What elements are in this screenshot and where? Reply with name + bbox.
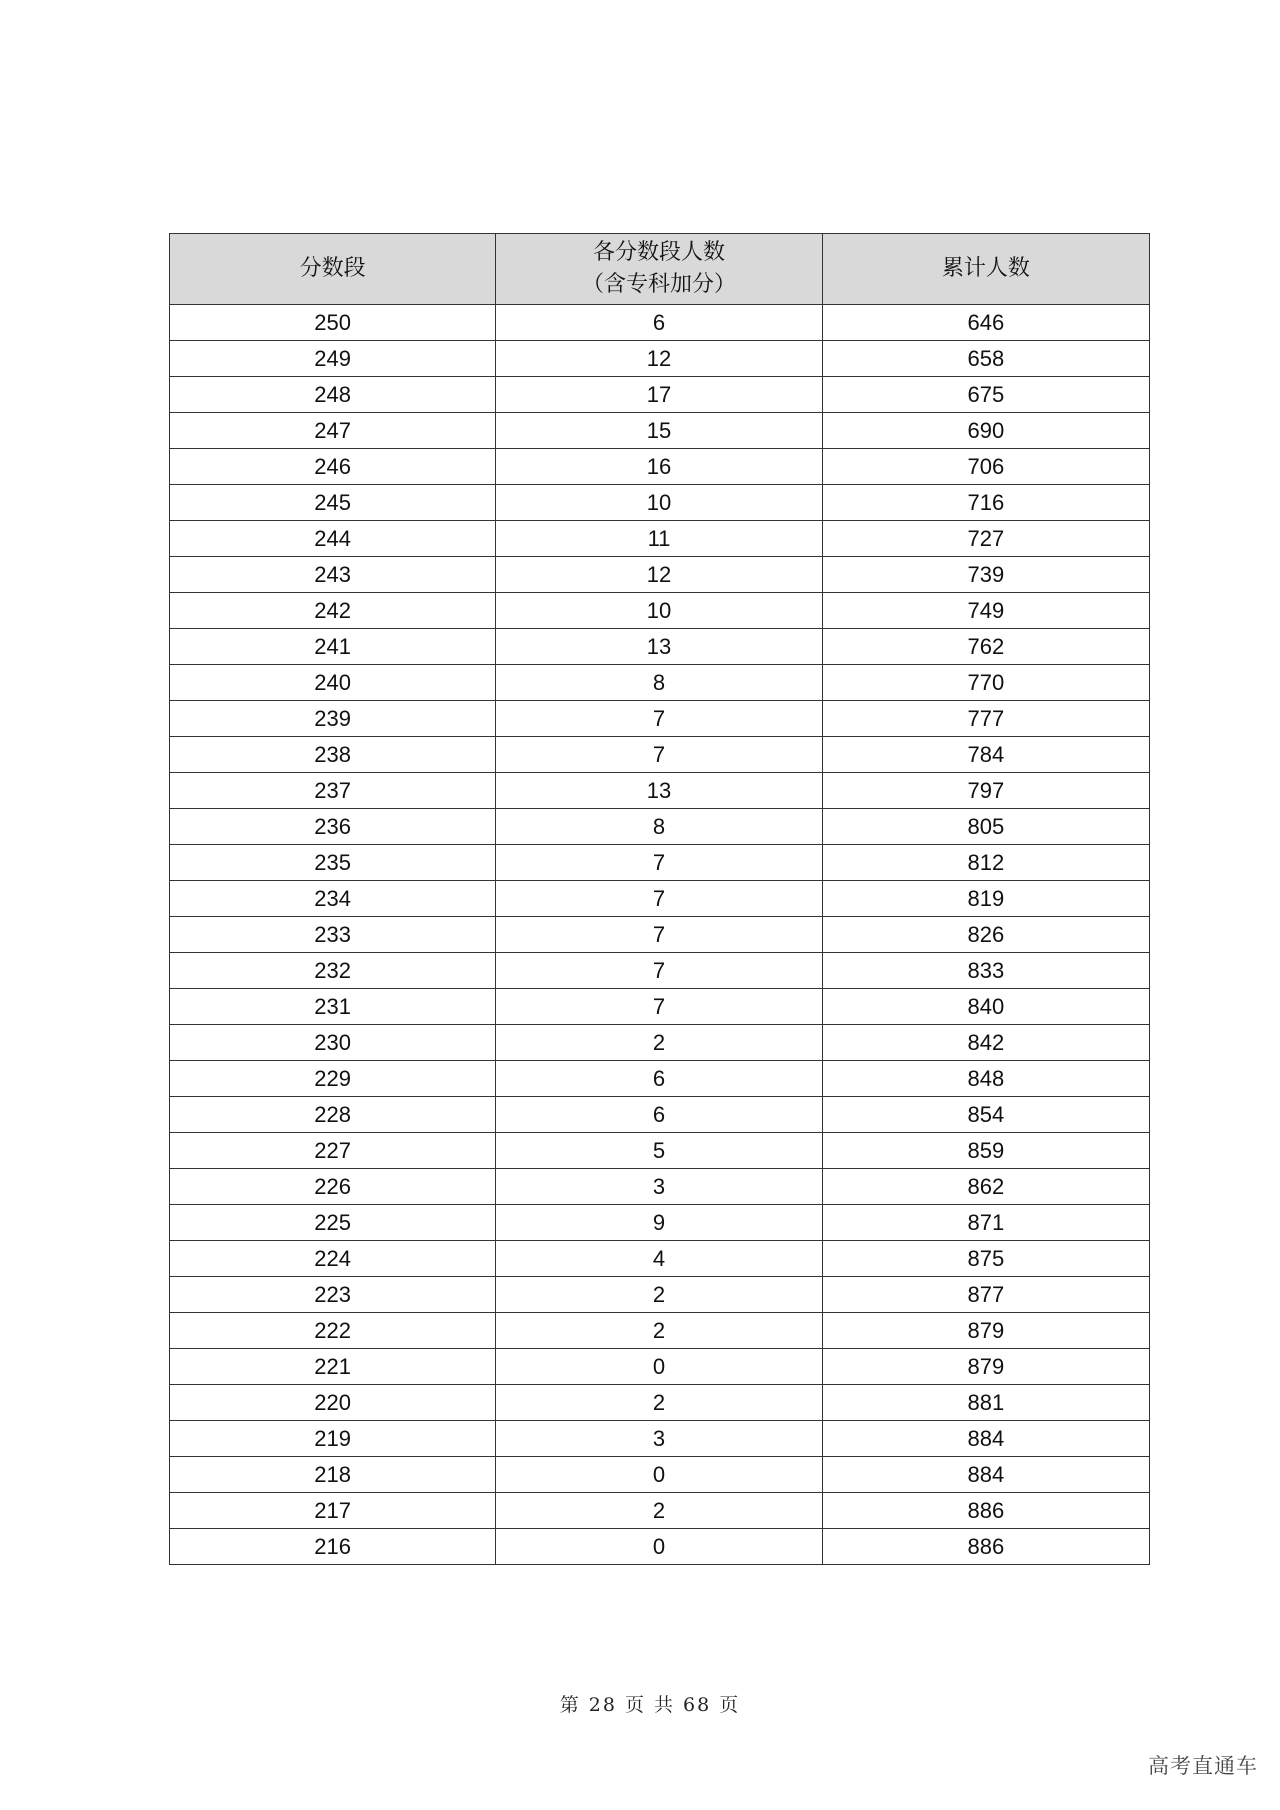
cell-cumulative: 884 xyxy=(822,1421,1149,1457)
cell-score: 250 xyxy=(170,305,496,341)
cell-count: 7 xyxy=(496,881,822,917)
header-count-label: 各分数段人数 xyxy=(592,240,725,265)
cell-count: 7 xyxy=(496,989,822,1025)
cell-score: 247 xyxy=(170,413,496,449)
table-row xyxy=(170,413,1150,449)
cell-cumulative: 859 xyxy=(822,1133,1149,1169)
table-row xyxy=(170,1385,1150,1421)
cell-count: 7 xyxy=(496,737,822,773)
cell-cumulative: 881 xyxy=(822,1385,1149,1421)
cell-score: 226 xyxy=(170,1169,496,1205)
cell-count: 9 xyxy=(496,1205,822,1241)
table-row xyxy=(170,773,1150,809)
cell-score: 217 xyxy=(170,1493,496,1529)
table-row xyxy=(170,809,1150,845)
table-row xyxy=(170,557,1150,593)
cell-score: 245 xyxy=(170,485,496,521)
table-row xyxy=(170,629,1150,665)
cell-cumulative: 875 xyxy=(822,1241,1149,1277)
cell-count: 3 xyxy=(496,1169,822,1205)
table-row xyxy=(170,341,1150,377)
cell-cumulative: 854 xyxy=(822,1097,1149,1133)
cell-count: 2 xyxy=(496,1385,822,1421)
table-row xyxy=(170,521,1150,557)
cell-count: 17 xyxy=(496,377,822,413)
cell-score: 222 xyxy=(170,1313,496,1349)
table-row xyxy=(170,593,1150,629)
cell-count: 2 xyxy=(496,1025,822,1061)
cell-cumulative: 805 xyxy=(822,809,1149,845)
cell-cumulative: 886 xyxy=(822,1493,1149,1529)
cell-score: 228 xyxy=(170,1097,496,1133)
table-row xyxy=(170,701,1150,737)
cell-score: 248 xyxy=(170,377,496,413)
cell-count: 15 xyxy=(496,413,822,449)
table-row xyxy=(170,1277,1150,1313)
table-row xyxy=(170,1169,1150,1205)
cell-count: 6 xyxy=(496,1097,822,1133)
table-row xyxy=(170,1349,1150,1385)
cell-score: 237 xyxy=(170,773,496,809)
cell-count: 3 xyxy=(496,1421,822,1457)
cell-cumulative: 646 xyxy=(822,305,1149,341)
cell-score: 233 xyxy=(170,917,496,953)
footer-middle: 页 共 xyxy=(624,1694,676,1716)
table-row xyxy=(170,1421,1150,1457)
cell-cumulative: 819 xyxy=(822,881,1149,917)
cell-count: 10 xyxy=(496,485,822,521)
cell-count: 13 xyxy=(496,629,822,665)
cell-score: 246 xyxy=(170,449,496,485)
header-count-note: （含专科加分） xyxy=(581,272,736,297)
score-distribution-table xyxy=(169,233,1150,1565)
cell-count: 8 xyxy=(496,809,822,845)
cell-cumulative: 879 xyxy=(822,1349,1149,1385)
page-footer xyxy=(0,1690,1280,1717)
header-cumulative-label: 累计人数 xyxy=(941,256,1030,281)
cell-count: 2 xyxy=(496,1277,822,1313)
header-score xyxy=(170,234,496,305)
header-count xyxy=(496,234,822,305)
cell-count: 7 xyxy=(496,845,822,881)
table-row xyxy=(170,1241,1150,1277)
cell-score: 223 xyxy=(170,1277,496,1313)
cell-score: 230 xyxy=(170,1025,496,1061)
cell-cumulative: 812 xyxy=(822,845,1149,881)
cell-count: 6 xyxy=(496,1061,822,1097)
table-row xyxy=(170,953,1150,989)
cell-cumulative: 762 xyxy=(822,629,1149,665)
table-row xyxy=(170,1457,1150,1493)
cell-score: 227 xyxy=(170,1133,496,1169)
footer-page-number: 28 xyxy=(588,1694,617,1716)
cell-score: 219 xyxy=(170,1421,496,1457)
cell-cumulative: 871 xyxy=(822,1205,1149,1241)
cell-cumulative: 690 xyxy=(822,413,1149,449)
cell-score: 249 xyxy=(170,341,496,377)
cell-cumulative: 716 xyxy=(822,485,1149,521)
cell-score: 232 xyxy=(170,953,496,989)
cell-score: 218 xyxy=(170,1457,496,1493)
table-row xyxy=(170,449,1150,485)
cell-score: 231 xyxy=(170,989,496,1025)
cell-count: 8 xyxy=(496,665,822,701)
table-row xyxy=(170,377,1150,413)
cell-cumulative: 862 xyxy=(822,1169,1149,1205)
cell-score: 241 xyxy=(170,629,496,665)
cell-cumulative: 842 xyxy=(822,1025,1149,1061)
cell-count: 12 xyxy=(496,557,822,593)
cell-score: 225 xyxy=(170,1205,496,1241)
table-row xyxy=(170,917,1150,953)
cell-count: 7 xyxy=(496,953,822,989)
cell-score: 220 xyxy=(170,1385,496,1421)
cell-cumulative: 797 xyxy=(822,773,1149,809)
cell-cumulative: 884 xyxy=(822,1457,1149,1493)
cell-score: 234 xyxy=(170,881,496,917)
cell-count: 7 xyxy=(496,917,822,953)
cell-score: 243 xyxy=(170,557,496,593)
cell-count: 16 xyxy=(496,449,822,485)
cell-score: 229 xyxy=(170,1061,496,1097)
cell-score: 221 xyxy=(170,1349,496,1385)
table-row xyxy=(170,1529,1150,1565)
cell-score: 216 xyxy=(170,1529,496,1565)
cell-score: 242 xyxy=(170,593,496,629)
cell-cumulative: 749 xyxy=(822,593,1149,629)
table-row xyxy=(170,1313,1150,1349)
cell-count: 10 xyxy=(496,593,822,629)
footer-total-pages: 68 xyxy=(683,1694,712,1716)
table-row xyxy=(170,665,1150,701)
cell-cumulative: 727 xyxy=(822,521,1149,557)
cell-score: 239 xyxy=(170,701,496,737)
table-header-row xyxy=(170,234,1150,305)
cell-cumulative: 840 xyxy=(822,989,1149,1025)
cell-cumulative: 826 xyxy=(822,917,1149,953)
cell-score: 235 xyxy=(170,845,496,881)
cell-score: 238 xyxy=(170,737,496,773)
cell-cumulative: 848 xyxy=(822,1061,1149,1097)
cell-count: 6 xyxy=(496,305,822,341)
cell-score: 224 xyxy=(170,1241,496,1277)
cell-count: 5 xyxy=(496,1133,822,1169)
cell-count: 0 xyxy=(496,1349,822,1385)
cell-score: 240 xyxy=(170,665,496,701)
footer-suffix: 页 xyxy=(719,1694,741,1716)
cell-count: 0 xyxy=(496,1529,822,1565)
table-row xyxy=(170,1025,1150,1061)
table-row xyxy=(170,1097,1150,1133)
table-row xyxy=(170,845,1150,881)
cell-cumulative: 833 xyxy=(822,953,1149,989)
cell-cumulative: 706 xyxy=(822,449,1149,485)
cell-count: 7 xyxy=(496,701,822,737)
table-row xyxy=(170,1493,1150,1529)
table-body xyxy=(170,305,1150,1565)
header-score-label: 分数段 xyxy=(299,256,366,281)
table-row xyxy=(170,989,1150,1025)
cell-count: 4 xyxy=(496,1241,822,1277)
table-row xyxy=(170,881,1150,917)
cell-cumulative: 739 xyxy=(822,557,1149,593)
cell-score: 236 xyxy=(170,809,496,845)
cell-cumulative: 777 xyxy=(822,701,1149,737)
footer-prefix: 第 xyxy=(559,1694,581,1716)
cell-cumulative: 784 xyxy=(822,737,1149,773)
watermark: 高考直通车 xyxy=(1148,1754,1258,1778)
cell-count: 12 xyxy=(496,341,822,377)
cell-score: 244 xyxy=(170,521,496,557)
header-cumulative xyxy=(822,234,1149,305)
cell-count: 2 xyxy=(496,1493,822,1529)
table-row xyxy=(170,305,1150,341)
table-row xyxy=(170,737,1150,773)
cell-cumulative: 877 xyxy=(822,1277,1149,1313)
cell-cumulative: 879 xyxy=(822,1313,1149,1349)
cell-count: 0 xyxy=(496,1457,822,1493)
table-row xyxy=(170,1205,1150,1241)
cell-count: 11 xyxy=(496,521,822,557)
cell-cumulative: 886 xyxy=(822,1529,1149,1565)
cell-count: 2 xyxy=(496,1313,822,1349)
cell-cumulative: 658 xyxy=(822,341,1149,377)
cell-cumulative: 675 xyxy=(822,377,1149,413)
table-row xyxy=(170,485,1150,521)
table-row xyxy=(170,1133,1150,1169)
cell-cumulative: 770 xyxy=(822,665,1149,701)
cell-count: 13 xyxy=(496,773,822,809)
table-row xyxy=(170,1061,1150,1097)
